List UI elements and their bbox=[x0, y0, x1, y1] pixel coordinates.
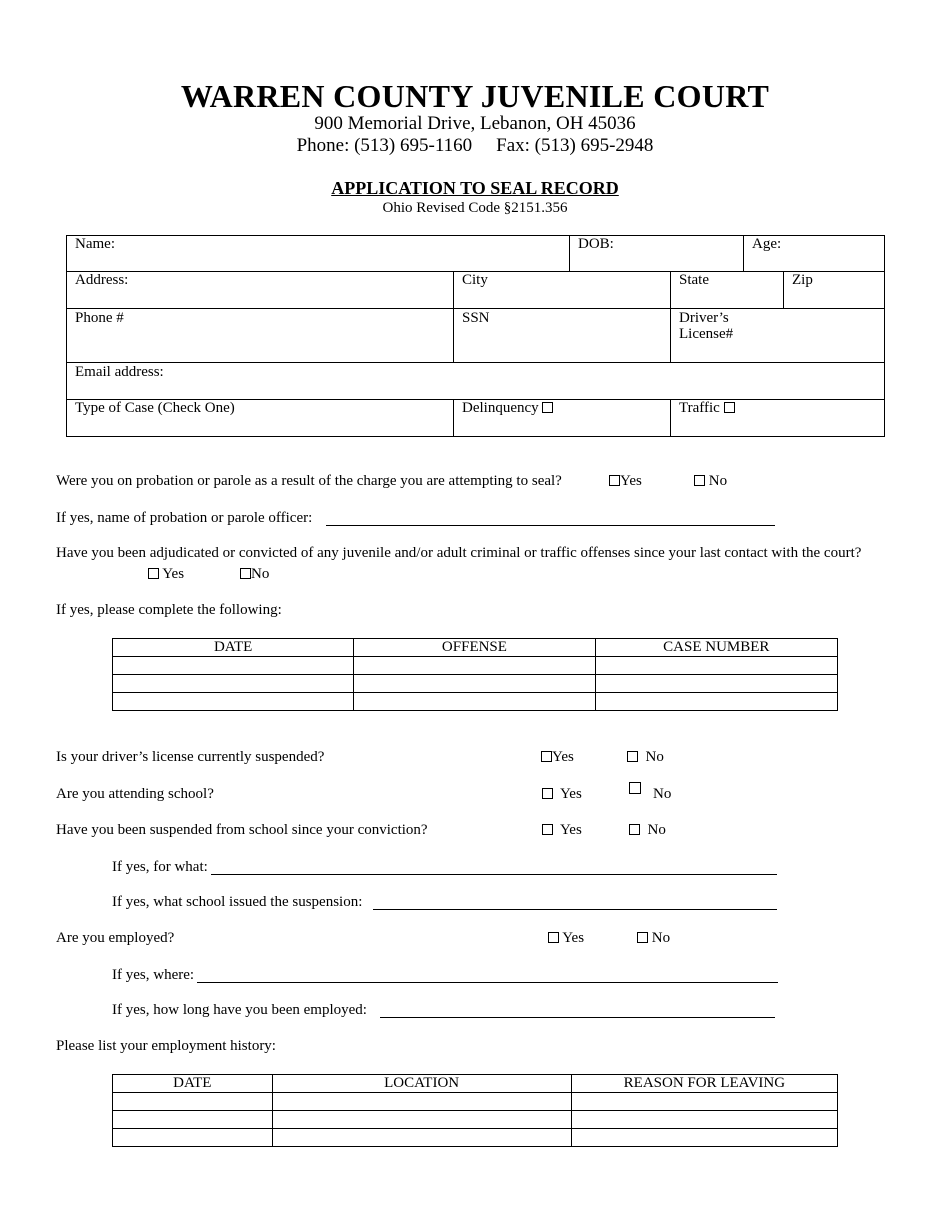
adjudicated-no-option[interactable] bbox=[240, 566, 269, 583]
probation-yes-checkbox[interactable] bbox=[609, 475, 620, 486]
city-field[interactable]: City bbox=[462, 272, 488, 288]
employment-header-date: DATE bbox=[113, 1075, 273, 1093]
license-label-line2: License# bbox=[679, 326, 734, 342]
form-title: APPLICATION TO SEAL RECORD bbox=[331, 178, 619, 198]
table-cell[interactable] bbox=[571, 1093, 837, 1111]
offense-header-offense: OFFENSE bbox=[354, 639, 595, 657]
table-cell[interactable] bbox=[113, 1093, 273, 1111]
employed-yes-label: Yes bbox=[562, 930, 585, 946]
probation-yes-label: Yes bbox=[620, 473, 642, 489]
employment-header-reason: REASON FOR LEAVING bbox=[571, 1075, 837, 1093]
for-what-input-line[interactable] bbox=[211, 860, 777, 875]
officer-label: If yes, name of probation or parole officer: bbox=[56, 510, 313, 526]
which-school-input-line[interactable] bbox=[373, 895, 777, 910]
employed-no-option[interactable] bbox=[637, 930, 670, 947]
email-field[interactable]: Email address: bbox=[75, 364, 164, 380]
table-cell[interactable] bbox=[571, 1129, 837, 1147]
school-suspended-question: Have you been suspended from school since your conviction? bbox=[56, 822, 428, 838]
probation-no-checkbox[interactable] bbox=[694, 475, 705, 486]
table-row bbox=[113, 675, 838, 693]
employment-table bbox=[112, 1074, 838, 1147]
zip-field[interactable]: Zip bbox=[792, 272, 813, 288]
adjudicated-yes-option[interactable] bbox=[148, 566, 184, 583]
table-cell[interactable] bbox=[571, 1111, 837, 1129]
table-cell[interactable] bbox=[354, 693, 595, 711]
employed-question: Are you employed? bbox=[56, 930, 175, 946]
school-suspended-no-label: No bbox=[647, 822, 666, 838]
school-suspended-no-option[interactable] bbox=[629, 822, 666, 839]
license-suspended-yes-label: Yes bbox=[552, 749, 574, 765]
delinquency-label: Delinquency bbox=[462, 400, 539, 416]
probation-no-option[interactable] bbox=[694, 473, 727, 490]
which-school-label: If yes, what school issued the suspension: bbox=[112, 894, 363, 910]
court-phone: Phone: (513) 695-1160 bbox=[296, 135, 473, 156]
school-yes-label: Yes bbox=[559, 786, 582, 802]
school-no-checkbox[interactable] bbox=[629, 782, 641, 794]
delinquency-option[interactable] bbox=[462, 400, 553, 417]
probation-question: Were you on probation or parole as a result of the charge you are attempting to seal? bbox=[56, 473, 562, 489]
officer-input-line[interactable] bbox=[326, 511, 775, 526]
employment-table-header bbox=[113, 1075, 838, 1093]
court-fax: Fax: (513) 695-2948 bbox=[496, 135, 654, 156]
school-yes-option[interactable] bbox=[542, 786, 582, 803]
table-cell[interactable] bbox=[595, 675, 837, 693]
name-field[interactable]: Name: bbox=[75, 236, 115, 252]
ssn-field[interactable]: SSN bbox=[462, 310, 490, 326]
table-cell[interactable] bbox=[595, 657, 837, 675]
school-suspended-yes-option[interactable] bbox=[542, 822, 582, 839]
how-long-input-line[interactable] bbox=[380, 1003, 775, 1018]
table-row bbox=[113, 693, 838, 711]
license-label-line1: Driver’s bbox=[679, 310, 729, 326]
employed-no-label: No bbox=[651, 930, 671, 946]
table-row bbox=[113, 657, 838, 675]
phone-field[interactable]: Phone # bbox=[75, 310, 124, 326]
employed-no-checkbox[interactable] bbox=[637, 932, 648, 943]
table-cell[interactable] bbox=[354, 657, 595, 675]
table-cell[interactable] bbox=[354, 675, 595, 693]
table-cell[interactable] bbox=[113, 657, 354, 675]
for-what-label: If yes, for what: bbox=[112, 859, 208, 875]
dob-field[interactable]: DOB: bbox=[578, 236, 614, 252]
court-name: WARREN COUNTY JUVENILE COURT bbox=[180, 78, 770, 114]
adjudicated-no-checkbox[interactable] bbox=[240, 568, 251, 579]
address-field[interactable]: Address: bbox=[75, 272, 129, 288]
traffic-option[interactable] bbox=[679, 400, 735, 417]
license-suspended-yes-checkbox[interactable] bbox=[541, 751, 552, 762]
school-suspended-yes-label: Yes bbox=[559, 822, 582, 838]
adjudicated-question: Have you been adjudicated or convicted of any juvenile and/or adult criminal or traffic offenses since your last contact with the court? bbox=[56, 545, 862, 561]
court-contact bbox=[0, 135, 950, 157]
how-long-label: If yes, how long have you been employed: bbox=[112, 1002, 367, 1018]
license-field[interactable] bbox=[679, 310, 733, 343]
license-suspended-no-label: No bbox=[645, 749, 664, 765]
table-cell[interactable] bbox=[272, 1129, 571, 1147]
employment-history-label: Please list your employment history: bbox=[56, 1038, 276, 1054]
where-input-line[interactable] bbox=[197, 968, 778, 983]
table-row bbox=[113, 1129, 838, 1147]
officer-question bbox=[56, 510, 312, 527]
traffic-label: Traffic bbox=[679, 400, 720, 416]
employed-yes-checkbox[interactable] bbox=[548, 932, 559, 943]
complete-following-label: If yes, please complete the following: bbox=[56, 602, 282, 618]
table-cell[interactable] bbox=[113, 1111, 273, 1129]
adjudicated-yes-checkbox[interactable] bbox=[148, 568, 159, 579]
probation-yes-option[interactable] bbox=[609, 473, 642, 490]
case-type-label: Type of Case (Check One) bbox=[75, 400, 235, 416]
license-suspended-question: Is your driver’s license currently suspended? bbox=[56, 749, 325, 765]
table-cell[interactable] bbox=[113, 693, 354, 711]
court-address: 900 Memorial Drive, Lebanon, OH 45036 bbox=[314, 113, 636, 134]
form-code: Ohio Revised Code §2151.356 bbox=[382, 200, 568, 216]
license-suspended-no-checkbox[interactable] bbox=[627, 751, 638, 762]
offense-table-header bbox=[113, 639, 838, 657]
table-row bbox=[113, 1111, 838, 1129]
school-question: Are you attending school? bbox=[56, 786, 214, 802]
license-suspended-yes-option[interactable] bbox=[541, 749, 574, 766]
delinquency-checkbox[interactable] bbox=[542, 402, 553, 413]
where-label: If yes, where: bbox=[112, 967, 195, 983]
employment-header-location: LOCATION bbox=[272, 1075, 571, 1093]
offense-header-case-number: CASE NUMBER bbox=[595, 639, 837, 657]
employed-yes-option[interactable] bbox=[548, 930, 584, 947]
school-no-label: No bbox=[653, 786, 672, 802]
offense-table bbox=[112, 638, 838, 711]
adjudicated-no-label: No bbox=[251, 566, 270, 582]
offense-header-date: DATE bbox=[113, 639, 354, 657]
age-field[interactable]: Age: bbox=[752, 236, 782, 252]
traffic-checkbox[interactable] bbox=[724, 402, 735, 413]
adjudicated-yes-label: Yes bbox=[162, 566, 185, 582]
table-cell[interactable] bbox=[595, 693, 837, 711]
state-field[interactable]: State bbox=[679, 272, 709, 288]
school-yes-checkbox[interactable] bbox=[542, 788, 553, 799]
table-cell[interactable] bbox=[113, 1129, 273, 1147]
table-cell[interactable] bbox=[113, 675, 354, 693]
school-no-option[interactable] bbox=[629, 780, 672, 802]
probation-no-label: No bbox=[708, 473, 728, 489]
table-cell[interactable] bbox=[272, 1111, 571, 1129]
school-suspended-yes-checkbox[interactable] bbox=[542, 824, 553, 835]
table-cell[interactable] bbox=[272, 1093, 571, 1111]
table-row bbox=[113, 1093, 838, 1111]
school-suspended-no-checkbox[interactable] bbox=[629, 824, 640, 835]
license-suspended-no-option[interactable] bbox=[627, 749, 664, 766]
